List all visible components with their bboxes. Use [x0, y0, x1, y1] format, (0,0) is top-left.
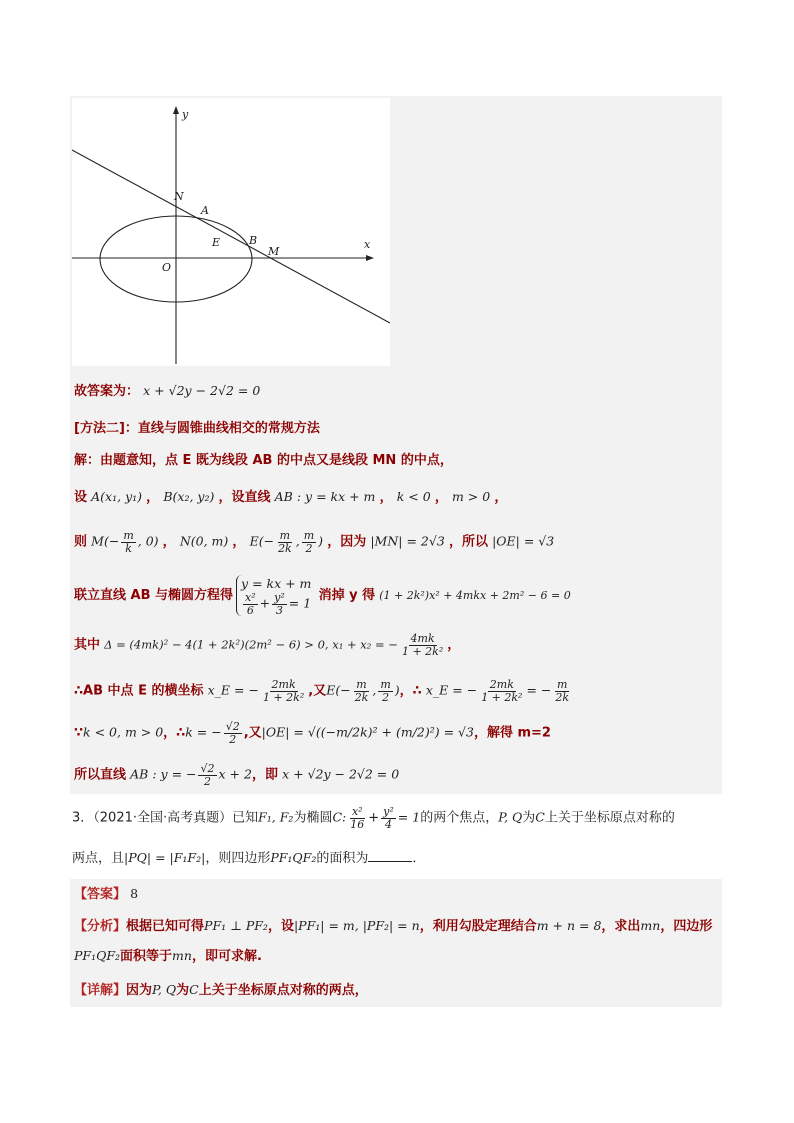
set-line: 设 A(x₁, y₁) ， B(x₂, y₂) ，设直线 AB : y = kx + m ， k < 0 ， m > 0 ， [74, 489, 508, 505]
text: ，所以 [448, 534, 488, 550]
label-a: A [201, 204, 209, 217]
text: 消掉 y 得 [318, 588, 376, 604]
fraction: $\frac{4mk}{\text{1 + 2k²}}$ [401, 632, 444, 658]
fraction: $\frac{2mk}{\text{1 + 2k²}}$ [262, 678, 305, 704]
delta-line: 其中 Δ = (4mk)² − 4(1 + 2k²)(2m² − 6) > 0, x₁ + x₂ = − $\frac{4mk}{\text{1 + 2k²}}$ ， [74, 632, 461, 658]
combine-line [74, 575, 571, 616]
fraction: $\frac{m}{2}$ [303, 529, 315, 555]
method2-title: [方法二]：直线与圆锥曲线相交的常规方法 [74, 421, 320, 436]
text: ∴AB 中点 E 的横坐标 [74, 683, 204, 699]
analysis-line1: 【分析】根据已知可得PF₁ ⊥ PF₂，设|PF₁| = m, |PF₂| = n，利用勾股定理结合m + n = 8，求出mn，四边形 [74, 918, 713, 934]
point-b: B(x₂, y₂) [163, 489, 215, 504]
answer-value: 8 [130, 886, 139, 901]
ellipse-figure [72, 98, 390, 366]
label-y: y [182, 108, 189, 121]
analysis-line2: PF₁QF₂面积等于mn，即可求解. [74, 948, 262, 964]
point-e: E(− [249, 533, 275, 549]
label-b: B [249, 234, 258, 247]
fraction: $\frac{m}{k}$ [123, 529, 134, 555]
delta-expr: Δ = (4mk)² − 4(1 + 2k²)(2m² − 6) > 0, x₁ + x₂ = − [104, 637, 398, 652]
oe-expr: |OE| = √((−m/2k)² + (m/2)²) = √3 [261, 724, 474, 740]
fraction: $\frac{2mk}{\text{1 + 2k²}}$ [481, 678, 523, 704]
point-m: M(− [91, 533, 120, 549]
y-axis-arrow [173, 106, 179, 114]
k-cond: k < 0 [396, 489, 431, 504]
answer-line [74, 381, 260, 402]
label-n: N [174, 190, 184, 203]
line-ab [72, 150, 390, 323]
m-line: 则 M(− $\frac{m}{k}$ , 0) ， N(0, m) ， E(− $\frac{m}{2k}$ , $\frac{m}{2}$ ) ，因为 |MN| = 2√3 ，所以 |OE| = √3 [74, 529, 555, 555]
mn-length: |MN| = 2√3 [370, 533, 445, 549]
fraction: $\frac{√2}{2}$ [200, 762, 215, 788]
figure-svg [72, 98, 390, 366]
point-n: N(0, m) [179, 533, 229, 549]
line-ab-eq: AB : y = kx + m [274, 489, 376, 504]
text: 联立直线 AB 与椭圆方程得 [74, 588, 234, 604]
label-e: E [212, 236, 221, 249]
detail-line: 【详解】因为P, Q为C上关于坐标原点对称的两点， [74, 982, 368, 998]
quadratic: (1 + 2k²)x² + 4mkx + 2m² − 6 = 0 [379, 589, 571, 603]
answer-tag: 【答案】 [74, 887, 127, 902]
text: 其中 [74, 637, 101, 653]
fraction: $\frac{m}{2}$ [380, 678, 391, 704]
point-a: A(x₁, y₁) [91, 489, 143, 504]
text: ，因为 [327, 534, 367, 550]
label-o: O [162, 261, 172, 274]
midpoint-line: ∴AB 中点 E 的横坐标 x_E = − $\frac{2mk}{\text{1 + 2k²}}$ ,又E(− $\frac{m}{2k}$ , $\frac{m}{2}$ )，∴ x_E = − $\frac{2mk}{\text{1 + 2k²}}$ = − $\frac{m}{2k}$ [74, 678, 570, 704]
answer-label: 故答案为： [74, 384, 140, 399]
point-m-end: , 0) [137, 533, 159, 549]
answer-expr: x + √2y − 2√2 = 0 [143, 383, 261, 398]
label-x: x [364, 238, 371, 251]
final-eq: AB : y = − [130, 766, 197, 782]
label-m: M [268, 245, 280, 258]
m-cond: m > 0 [451, 489, 491, 504]
oe-length: |OE| = √3 [492, 533, 555, 549]
answer-blank [368, 849, 412, 862]
text: ，设直线 [218, 490, 271, 505]
fraction: $\frac{m}{2k}$ [354, 678, 369, 704]
answer-tag-line [74, 884, 138, 905]
text: 则 [74, 534, 88, 550]
conditions: k < 0, m > 0 [83, 724, 164, 740]
final-expr: x + √2y − 2√2 = 0 [282, 766, 400, 782]
question3-line2: 两点，且|PQ| = |F₁F₂|，则四边形PF₁QF₂的面积为 ． [72, 850, 426, 866]
solution-intro: 解：由题意知，点 E 既为线段 AB 的中点又是线段 MN 的中点， [74, 453, 453, 468]
x-axis-arrow [366, 255, 374, 261]
question3-line1: 3．（2021·全国·高考真题）已知F₁, F₂为椭圆C: $\frac{\text{x²}}{16}$ + $\frac{\text{y²}}{4}$ = 1的两个焦点，P, Q为C上关于坐标原点对称的 [72, 805, 675, 831]
fraction: $\frac{√2}{2}$ [225, 720, 240, 746]
fraction: $\frac{m}{2k}$ [555, 678, 570, 704]
final-line: 所以直线 AB : y = − $\frac{√2}{2}$ x + 2，即 x + √2y − 2√2 = 0 [74, 762, 400, 788]
xe: x_E = − [207, 682, 259, 698]
text: 设 [74, 490, 88, 505]
k-line: ∵k < 0, m > 0，∴k = − $\frac{√2}{2}$ ,又|OE| = √((−m/2k)² + (m/2)²) = √3，解得 m=2 [74, 720, 551, 746]
fraction: $\frac{m}{2k}$ [278, 529, 292, 555]
k-value: k = − [185, 724, 222, 740]
equation-system: y = kx + m $\frac{\text{x²}}{6}$ + $\frac{\text{y²}}{3}$ = 1 [236, 575, 311, 616]
